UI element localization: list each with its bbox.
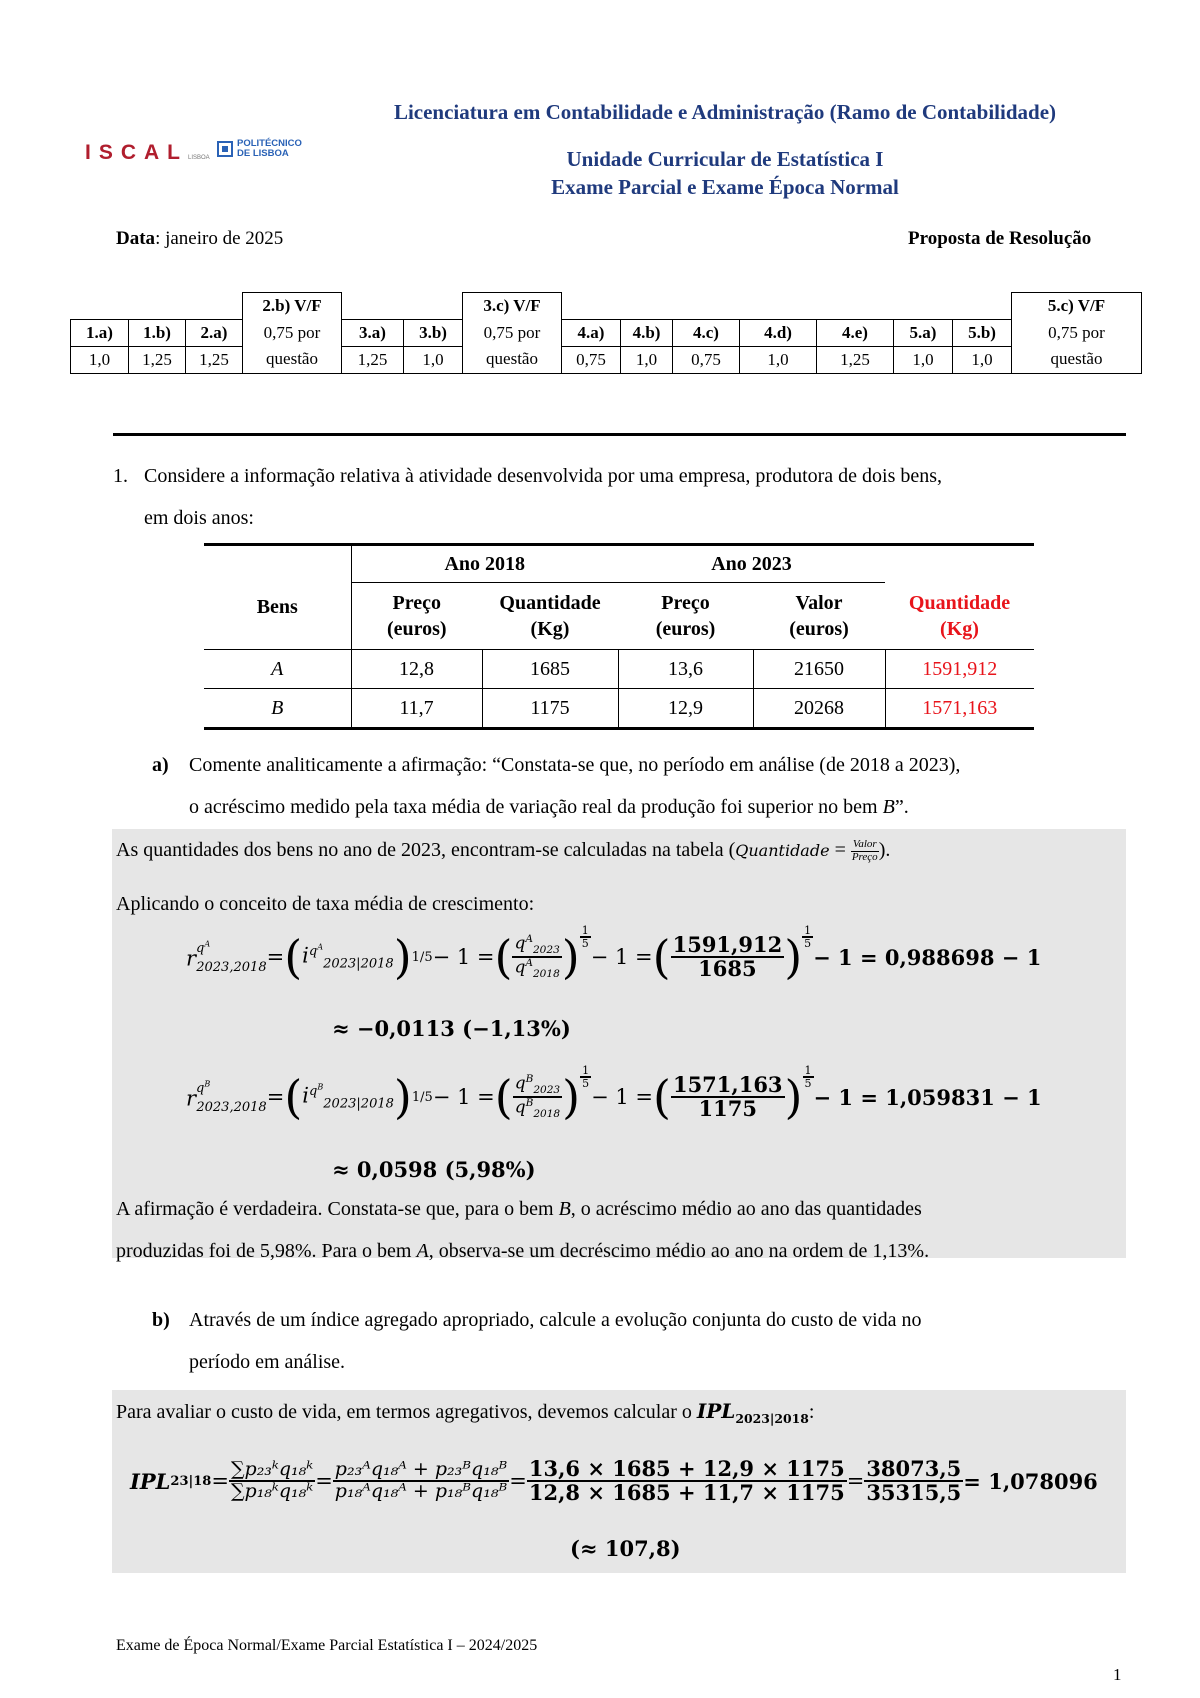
grading-table: [70, 292, 1142, 374]
q1-text-line2: em dois anos:: [144, 507, 254, 529]
answer-a-intro: As quantidades dos bens no ano de 2023, encontram-se calculadas na tabela (Quantidade = $\frac{\text{Valor}}{\text{Preço}}$ ).: [116, 838, 891, 863]
qa-label: a): [152, 754, 169, 776]
qa-line1: Comente analiticamente a afirmação: “Constata-se que, no período em análise (de 2018 a 2023),: [189, 754, 961, 776]
ipl-logo: POLITÉCNICO DE LISBOA: [217, 139, 302, 159]
col-ano-2018: Ano 2018: [351, 545, 618, 583]
resolution-label: Proposta de Resolução: [908, 228, 1092, 249]
formula-rate-b: $r^{q^B}_{2023,2018}$ = ( $i^{q^B}_{2023|2018}$ ) 1/5 − 1 = ( $\frac{q^B_{2023}}{q^B_{2018}}$ ) $\frac{1}{5}$ − 1 = ( $\frac{1571,163}{1175}$ ) $\frac{1}{5}$ − 1 = 1,059831 − 1: [186, 1063, 1042, 1125]
grading-scores-row: 1,0 1,25 1,25 questão 1,25 1,0 questão 0,75 1,0 0,75 1,0 1,25 1,0 1,0 questão: [71, 346, 1142, 373]
header-preco-2023: Preço (euros): [655, 592, 716, 640]
answer-a-conclusion-line1: A afirmação é verdadeira. Constata-se que, para o bem B, o acréscimo médio ao ano das quantidades: [116, 1198, 922, 1220]
header-quantidade-2018: Quantidade (Kg): [499, 592, 601, 640]
iscal-logo: ISCALLISBOA: [85, 141, 210, 164]
goods-table: [204, 543, 1034, 730]
answer-a-conclusion-line2: produzidas foi de 5,98%. Para o bem A, observa-se um decréscimo médio ao ano na ordem de 1,13%.: [116, 1240, 930, 1262]
approx-a: ≈ −0,0113 (−1,13%): [332, 1016, 571, 1041]
grading-top-5c: 5.c) V/F: [1012, 293, 1142, 320]
ipl-logo-mark: [217, 141, 233, 157]
course-title: Unidade Curricular de Estatística I: [566, 147, 884, 171]
program-title: Licenciatura em Contabilidade e Administração (Ramo de Contabilidade): [393, 100, 1057, 124]
answer-a-line2: Aplicando o conceito de taxa média de crescimento:: [116, 893, 535, 915]
grading-items-row: 1.a) 1.b) 2.a) 0,75 por 3.a) 3.b) 0,75 por 4.a) 4.b) 4.c) 4.d) 4.e) 5.a) 5.b) 0,75 por: [71, 319, 1142, 346]
formula-ipl: IPL 23|18 = $\frac{\text{∑p₂₃ᵏq₁₈ᵏ}}{\text{∑p₁₈ᵏq₁₈ᵏ}}$ = $\frac{\text{p₂₃ᴬq₁₈ᴬ + p₂₃ᴮq₁₈ᴮ}}{\text{p₁₈ᴬq₁₈ᴬ + p₁₈ᴮq₁₈ᴮ}}$ = $\frac{13,6 \times 1685 + 12,9 \times 1175}{12,8 \times 1685 + 11,7 \times 1175}$ = $\frac{38073,5}{35315,5}$ = 1,078096: [130, 1456, 1098, 1506]
qa-line2: o acréscimo medido pela taxa média de variação real da produção foi superior no bem B”.: [189, 796, 909, 818]
exam-date: Data: janeiro de 2025: [116, 228, 284, 249]
answer-b-intro: Para avaliar o custo de vida, em termos agregativos, devemos calcular o $IPL_{2023|2018}$:: [116, 1399, 815, 1426]
qb-label: b): [152, 1309, 170, 1331]
page-number: 1: [1113, 1665, 1122, 1684]
grading-top-3c: 3.c) V/F: [463, 293, 562, 320]
q1-text-line1: Considere a informação relativa à atividade desenvolvida por uma empresa, produtora de dois bens,: [144, 465, 943, 487]
section-divider: [113, 433, 1126, 436]
col-ano-2023: Ano 2023: [618, 545, 885, 583]
exam-title: Exame Parcial e Exame Época Normal: [551, 175, 899, 199]
header-valor-2023: Valor (euros): [789, 592, 849, 640]
approx-ipl: (≈ 107,8): [570, 1536, 681, 1561]
header-preco-2018: Preço (euros): [351, 583, 482, 650]
col-bens: Bens: [204, 545, 351, 650]
table-row: A 12,8 1685 13,6 21650 1591,912: [204, 650, 1034, 689]
table-row: B 11,7 1175 12,9 20268 1571,163: [204, 689, 1034, 729]
qb-line1: Através de um índice agregado apropriado, calcule a evolução conjunta do custo de vida no: [189, 1309, 922, 1331]
q1-number: 1.: [113, 465, 128, 487]
formula-rate-a: $r^{q^A}_{2023,2018}$ = ( $i^{q^A}_{2023|2018}$ ) 1/5 − 1 = ( $\frac{q^A_{2023}}{q^A_{2018}}$ ) $\frac{1}{5}$ − 1 = ( $\frac{1591,912}{1685}$ ) $\frac{1}{5}$ − 1 = 0,988698 − 1: [186, 923, 1042, 985]
approx-b: ≈ 0,0598 (5,98%): [332, 1157, 536, 1182]
grading-top-2b: 2.b) V/F: [243, 293, 342, 320]
qb-line2: período em análise.: [189, 1351, 346, 1373]
footer-text: Exame de Época Normal/Exame Parcial Estatística I – 2024/2025: [116, 1637, 538, 1654]
header-quantidade-2023: Quantidade (Kg): [908, 591, 1011, 640]
